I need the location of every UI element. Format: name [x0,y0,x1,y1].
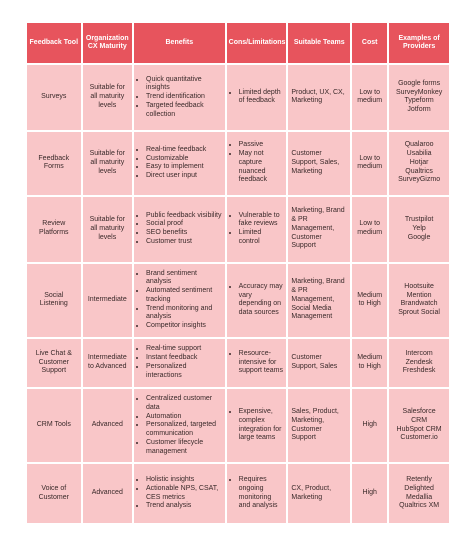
list-item: • Trend analysis [146,502,222,511]
list-item: • Automated sentiment tracking [146,287,222,305]
cost-cell: Low to medium [352,65,387,130]
benefits-cell [134,65,225,130]
provider-name: Qualtrics XM [399,502,440,510]
list-item: • Brand sentiment analysis [146,270,222,288]
provider-name: Salesforce [402,408,436,416]
header-suitable-teams: Suitable Teams [288,23,350,63]
provider-name: SurveyMonkey [395,88,443,96]
cost-cell: Low to medium [352,132,387,195]
tool-name-cell: Review Platforms [27,197,81,262]
feedback-tools-table [25,21,451,525]
provider-name: Customer.io [400,434,438,442]
providers-cell [389,464,449,523]
teams-cell: Product, UX, CX, Marketing [288,65,350,130]
cons-cell-list [230,89,284,107]
cons-cell [227,65,287,130]
provider-name: Sprout Social [398,309,440,317]
list-item: • Automation [146,413,222,422]
benefits-cell-list [137,395,222,456]
list-item: • Targeted feedback collection [146,102,222,120]
provider-name: SurveyGizmo [398,176,441,184]
provider-name: Qualaroo [404,141,434,149]
benefits-cell-list [137,76,222,120]
header-cx-maturity: Organization CX Maturity [83,23,132,63]
tool-name-cell: Social Listening [27,264,81,337]
list-item: • Social proof [146,220,222,229]
table-body [27,65,449,523]
providers-cell [389,65,449,130]
list-item: • Real-time support [146,345,222,354]
teams-cell: CX, Product, Marketing [288,464,350,523]
provider-name: Medallia [406,493,433,501]
cons-cell [227,132,287,195]
provider-name: Jotform [407,106,431,114]
teams-cell: Marketing, Brand & PR Management, Social Media Management [288,264,350,337]
list-item: • Public feedback visibility [146,212,222,221]
cons-cell-list [230,408,284,443]
provider-name: Google [407,233,431,241]
provider-name: HubSpot CRM [396,425,442,433]
benefits-cell [134,339,225,387]
maturity-cell: Suitable for all maturity levels [83,65,132,130]
cons-cell [227,339,287,387]
table-row [27,132,449,195]
provider-name: Hootsuite [404,282,434,290]
cons-cell [227,464,287,523]
cost-cell: Medium to High [352,339,387,387]
cons-cell-list [230,141,284,185]
benefits-cell-list [137,345,222,380]
provider-name: Mention [406,291,432,299]
cons-cell-list [230,212,284,247]
header-cons: Cons/Limitations [227,23,287,63]
maturity-cell: Advanced [83,464,132,523]
header-providers: Examples of Providers [389,23,449,63]
provider-name: Brandwatch [400,300,438,308]
cost-cell: High [352,464,387,523]
list-item: • Passive [239,141,284,150]
list-item: • Direct user input [146,172,222,181]
list-item: • Centralized customer data [146,395,222,413]
table-row [27,197,449,262]
teams-cell: Sales, Product, Marketing, Customer Support [288,389,350,462]
benefits-cell [134,132,225,195]
tool-name-cell: Voice of Customer [27,464,81,523]
list-item: • Accuracy may vary depending on data sources [239,283,284,318]
list-item: • Customer lifecycle management [146,439,222,457]
list-item: • Easy to implement [146,163,222,172]
list-item: • May not capture nuanced feedback [239,150,284,185]
provider-name: Intercom [405,349,433,357]
tool-name-cell: Surveys [27,65,81,130]
list-item: • Trend monitoring and analysis [146,305,222,323]
provider-name: Typeform [404,97,434,105]
benefits-cell-list [137,146,222,181]
cons-cell [227,389,287,462]
table-row [27,464,449,523]
list-item: • Expensive, complex integration for large teams [239,408,284,443]
maturity-cell: Intermediate [83,264,132,337]
provider-name: Google forms [398,79,441,87]
tool-name-cell: CRM Tools [27,389,81,462]
header-benefits: Benefits [134,23,225,63]
list-item: • Actionable NPS, CSAT, CES metrics [146,485,222,503]
benefits-cell [134,197,225,262]
maturity-cell: Advanced [83,389,132,462]
maturity-cell: Suitable for all maturity levels [83,132,132,195]
list-item: • Real-time feedback [146,146,222,155]
cons-cell-list [230,283,284,318]
provider-name: Zendesk [405,358,433,366]
providers-cell [389,389,449,462]
header-row [27,23,449,63]
providers-cell [389,264,449,337]
list-item: • Competitor insights [146,322,222,331]
cost-cell: Low to medium [352,197,387,262]
list-item: • Customizable [146,155,222,164]
benefits-cell-list [137,212,222,247]
teams-cell: Marketing, Brand & PR Management, Customer Support [288,197,350,262]
benefits-cell [134,389,225,462]
cons-cell [227,197,287,262]
provider-name: CRM [411,416,428,424]
list-item: • Limited depth of feedback [239,89,284,107]
list-item: • Personalized interactions [146,363,222,381]
list-item: • Requires ongoing monitoring and analysis [239,476,284,511]
tool-name-cell: Live Chat & Customer Support [27,339,81,387]
cons-cell-list [230,476,284,511]
provider-name: Usabilia [406,150,432,158]
list-item: • Customer trust [146,238,222,247]
provider-name: Yelp [412,224,426,232]
list-item: • Quick quantitative insights [146,76,222,94]
list-item: • Holistic insights [146,476,222,485]
list-item: • Resource-intensive for support teams [239,350,284,376]
list-item: • SEO benefits [146,229,222,238]
provider-name: Trustpilot [404,216,434,224]
providers-cell [389,197,449,262]
maturity-cell: Intermediate to Advanced [83,339,132,387]
table-row [27,389,449,462]
providers-cell [389,339,449,387]
list-item: • Instant feedback [146,354,222,363]
tool-name-cell: Feedback Forms [27,132,81,195]
table-row [27,264,449,337]
cost-cell: High [352,389,387,462]
benefits-cell-list [137,270,222,331]
maturity-cell: Suitable for all maturity levels [83,197,132,262]
provider-name: Retently [406,476,432,484]
cons-cell [227,264,287,337]
list-item: • Personalized, targeted communication [146,421,222,439]
table-row [27,65,449,130]
benefits-cell [134,464,225,523]
list-item: • Trend identification [146,93,222,102]
provider-name: Hotjar [409,158,429,166]
benefits-cell [134,264,225,337]
cons-cell-list [230,350,284,376]
header-cost: Cost [352,23,387,63]
provider-name: Qualtrics [405,167,433,175]
providers-cell [389,132,449,195]
provider-name: Freshdesk [402,367,436,375]
teams-cell: Customer Support, Sales [288,339,350,387]
list-item: • Vulnerable to fake reviews [239,212,284,230]
teams-cell: Customer Support, Sales, Marketing [288,132,350,195]
table-row [27,339,449,387]
cost-cell: Medium to High [352,264,387,337]
provider-name: Delighted [404,484,434,492]
header-feedback-tool: Feedback Tool [27,23,81,63]
list-item: • Limited control [239,229,284,247]
benefits-cell-list [137,476,222,511]
